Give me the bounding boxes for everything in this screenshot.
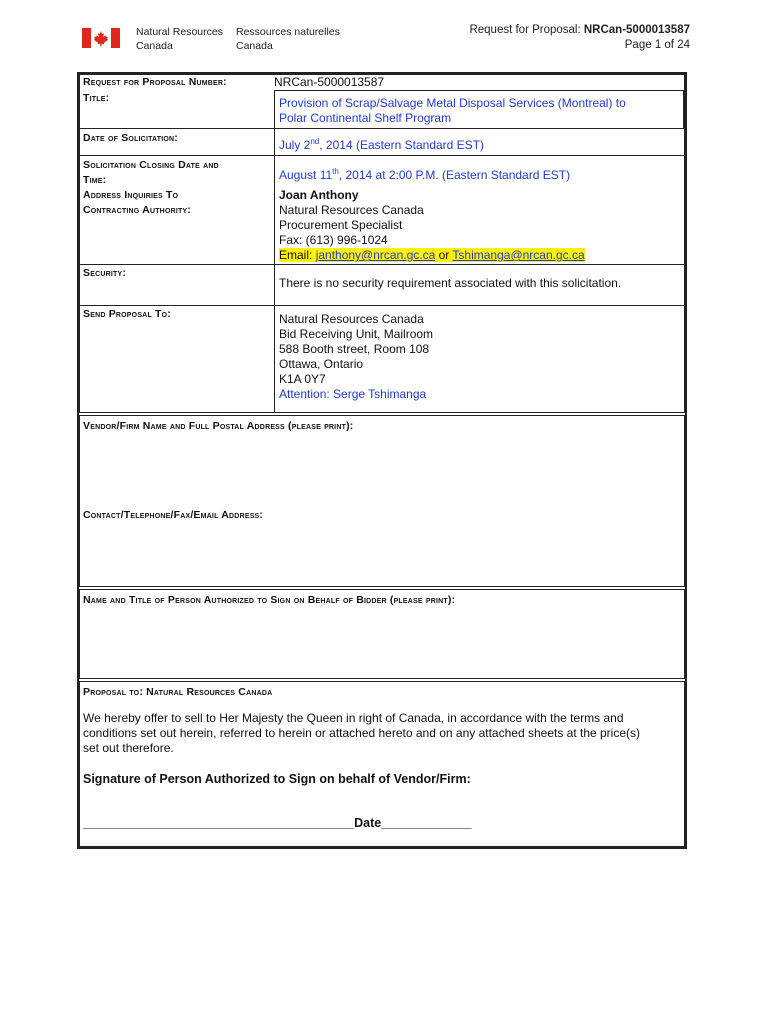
solicitation-info-section bbox=[79, 74, 685, 413]
rfp-number-label: Request for Proposal Number: bbox=[83, 76, 227, 88]
vendor-name-label: Vendor/Firm Name and Full Postal Address (please print): bbox=[83, 420, 354, 432]
rfp-form bbox=[77, 72, 687, 849]
send-line3: 588 Booth street, Room 108 bbox=[279, 342, 430, 356]
rfp-number-value: NRCan-5000013587 bbox=[274, 75, 385, 89]
signature-label: Signature of Person Authorized to Sign on behalf of Vendor/Firm: bbox=[83, 772, 471, 786]
closing-date-value bbox=[274, 156, 684, 186]
title-label: Title: bbox=[83, 92, 110, 104]
date-of-solicitation-label: Date of Solicitation: bbox=[83, 132, 178, 144]
email-link-tshimanga[interactable]: Tshimanga@nrcan.gc.ca bbox=[452, 248, 585, 262]
dept-en-line1: Natural Resources bbox=[136, 26, 223, 38]
proposal-to-label: Proposal to: Natural Resources Canada bbox=[83, 686, 273, 698]
signature-date-line: _______________________________________Date_____________ bbox=[83, 816, 472, 830]
send-line1: Natural Resources Canada bbox=[279, 312, 424, 326]
send-proposal-label: Send Proposal To: bbox=[83, 308, 171, 320]
inquiries-row bbox=[80, 186, 684, 264]
proposal-body bbox=[83, 711, 640, 756]
contact-fax: Fax: (613) 996-1024 bbox=[279, 233, 388, 247]
closing-post: , 2014 at 2:00 P.M. (Eastern Standard EST) bbox=[338, 168, 571, 182]
contracting-authority bbox=[274, 186, 684, 264]
vendor-contact-label: Contact/Telephone/Fax/Email Address: bbox=[83, 509, 264, 521]
date-post: , 2014 (Eastern Standard EST) bbox=[319, 138, 485, 152]
proposal-section bbox=[79, 681, 685, 847]
send-proposal-row bbox=[80, 305, 684, 412]
inquiries-label-line1: Address Inquiries To bbox=[83, 189, 179, 201]
inquiries-label bbox=[80, 186, 274, 264]
email-link-janthony[interactable]: janthony@nrcan.gc.ca bbox=[315, 248, 436, 262]
closing-date-row bbox=[80, 155, 684, 186]
rfp-header-number: NRCan-5000013587 bbox=[583, 24, 690, 36]
title-line1: Provision of Scrap/Salvage Metal Disposal Services (Montreal) to bbox=[279, 96, 626, 110]
department-name-english bbox=[136, 25, 223, 53]
authorized-person-section bbox=[79, 589, 685, 679]
date-of-solicitation-value bbox=[274, 129, 684, 155]
rfp-header-label: Request for Proposal: bbox=[469, 24, 584, 36]
dept-fr-line2: Canada bbox=[236, 40, 273, 52]
security-label: Security: bbox=[83, 267, 127, 279]
dept-fr-line1: Ressources naturelles bbox=[236, 26, 340, 38]
security-row bbox=[80, 264, 684, 305]
contact-name: Joan Anthony bbox=[279, 188, 359, 202]
title-row bbox=[80, 90, 684, 128]
canada-flag-logo bbox=[82, 28, 120, 48]
rfp-number-row bbox=[80, 75, 684, 90]
closing-label-line1: Solicitation Closing Date and bbox=[83, 159, 219, 171]
date-sup: nd bbox=[310, 137, 320, 146]
department-name-french bbox=[236, 25, 340, 53]
send-line2: Bid Receiving Unit, Mailroom bbox=[279, 327, 434, 341]
closing-label-line2: Time: bbox=[83, 174, 107, 186]
send-line5: K1A 0Y7 bbox=[279, 372, 326, 386]
title-value bbox=[274, 90, 684, 128]
title-line2: Polar Continental Shelf Program bbox=[279, 111, 452, 125]
closing-pre: August 11 bbox=[279, 168, 333, 182]
contact-email bbox=[279, 248, 680, 263]
send-proposal-address bbox=[274, 306, 684, 412]
closing-date-label bbox=[80, 156, 274, 186]
contact-org: Natural Resources Canada bbox=[279, 203, 424, 217]
security-value: There is no security requirement associated with this solicitation. bbox=[274, 265, 684, 305]
email-prefix: Email: bbox=[279, 248, 316, 262]
date-pre: July 2 bbox=[279, 138, 311, 152]
document-header-reference bbox=[469, 23, 690, 53]
proposal-body-line1: We hereby offer to sell to Her Majesty the Queen in right of Canada, in accordance with the terms and bbox=[83, 711, 624, 725]
closing-sup: th bbox=[332, 167, 339, 176]
send-line4: Ottawa, Ontario bbox=[279, 357, 364, 371]
authorized-person-label: Name and Title of Person Authorized to Sign on Behalf of Bidder (please print): bbox=[83, 594, 456, 606]
proposal-body-line2: conditions set out herein, referred to herein or attached hereto and on any attached sheets at the price(s) bbox=[83, 726, 641, 740]
date-row bbox=[80, 128, 684, 155]
proposal-body-line3: set out therefore. bbox=[83, 741, 174, 755]
dept-en-line2: Canada bbox=[136, 40, 173, 52]
inquiries-label-line2: Contracting Authority: bbox=[83, 204, 192, 216]
send-attention: Attention: Serge Tshimanga bbox=[279, 387, 427, 401]
contact-role: Procurement Specialist bbox=[279, 218, 403, 232]
page-number: Page 1 of 24 bbox=[624, 39, 690, 51]
vendor-section bbox=[79, 415, 685, 587]
email-or: or bbox=[435, 248, 453, 262]
